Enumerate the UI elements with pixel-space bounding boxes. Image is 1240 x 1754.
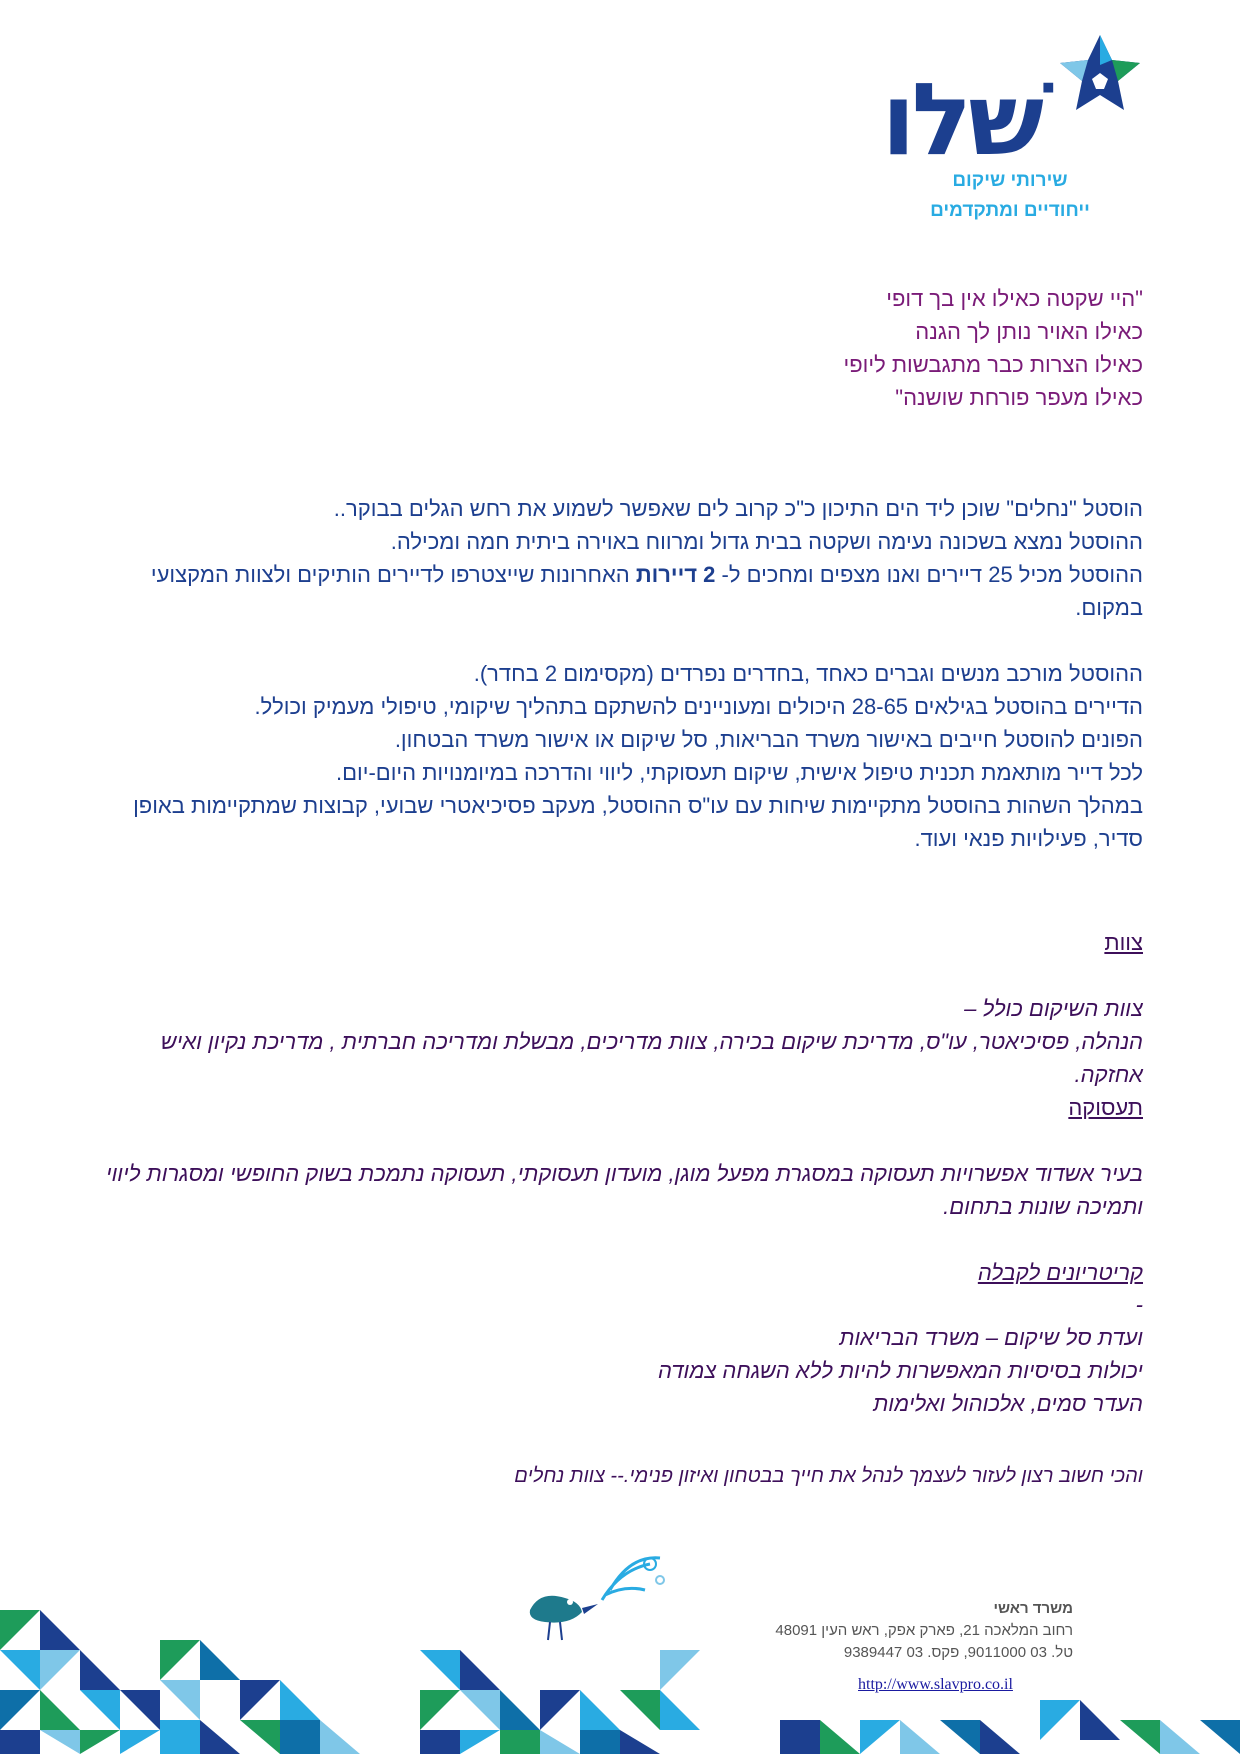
details-line: במהלך השהות בהוסטל מתקיימות שיחות עם עו"ס ההוסטל, מעקב פסיכיאטרי שבועי, קבוצות שמתקיימות באופן סדיר, פעילויות פנאי ועוד. [133, 793, 1143, 851]
star-logo-icon [1060, 35, 1140, 110]
intro-bold: 2 דיירות [635, 562, 716, 587]
motto: והכי חשוב רצון לעזור לעצמך לנהל את חייך בבטחון ואיזון פנימי.-- צוות נחלים [514, 1465, 1143, 1487]
details-line: לכל דייר מותאמת תכנית טיפול אישית, שיקום תעסוקתי, ליווי והדרכה במיומנויות היום-יום. [336, 760, 1143, 785]
details-paragraph [95, 657, 1143, 855]
intro-paragraph [95, 492, 1143, 624]
poem-line: כאילו מעפר פורחת שושנה" [895, 385, 1143, 410]
footer-office: משרד ראשי [993, 1600, 1073, 1617]
poem [543, 282, 1143, 414]
details-line: הדיירים בהוסטל בגילאים 28-65 היכולים ומעוניינים להשתקם בתהליך שיקומי, טיפולי מעמיק וכולל. [254, 694, 1143, 719]
criteria-item: יכולות בסיסיות המאפשרות להיות ללא השגחה צמודה [658, 1358, 1143, 1383]
poem-line: "היי שקטה כאילו אין בך דופי [886, 286, 1143, 311]
intro-line [95, 558, 1143, 624]
team-line: הנהלה, פסיכיאטר, עו"ס, מדריכת שיקום בכירה, צוות מדריכים, מבשלת ומדריכה חברתית , מדריכת נקיון ואיש אחזקה. [160, 1029, 1143, 1087]
criteria-item: ועדת סל שיקום – משרד הבריאות [839, 1325, 1143, 1350]
team-heading: צוות [1104, 930, 1143, 955]
website-link[interactable]: http://www.slavpro.co.il [858, 1676, 1013, 1693]
employment-text: בעיר אשדוד אפשרויות תעסוקה במסגרת מפעל מוגן, מועדון תעסוקתי, תעסוקה נתמכת בשוק החופשי ומסגרות ליווי ותמיכה שונות בתחום. [105, 1161, 1143, 1219]
poem-line: כאילו האויר נותן לך הגנה [915, 319, 1143, 344]
footer-phones: טל. 03 9011000, פקס. 03 9389447 [843, 1644, 1073, 1661]
details-line: הפונים להוסטל חייבים באישור משרד הבריאות, סל שיקום או אישור משרד הבטחון. [394, 727, 1143, 752]
logo-subtitle-1: שירותי שיקום [952, 170, 1068, 191]
logo-wordmark: שׁלו [881, 61, 1040, 178]
logo-subtitle-2: ייחודיים ומתקדמים [930, 200, 1090, 221]
bird-icon [510, 1550, 670, 1660]
footer-contact [698, 1598, 1073, 1664]
details-line: ההוסטל מורכב מנשים וגברים כאחד ,בחדרים נפרדים (מקסימום 2 בחדר). [473, 661, 1143, 686]
criteria-dash: - [1135, 1292, 1143, 1317]
logo [880, 30, 1140, 230]
team-line: צוות השיקום כולל – [964, 996, 1143, 1021]
criteria-item: העדר סמים, אלכוהול ואלימות [873, 1391, 1143, 1416]
team-text [95, 992, 1143, 1091]
intro-line: הוסטל "נחלים" שוכן ליד הים התיכון כ"כ קרוב לים שאפשר לשמוע את רחש הגלים בבוקר.. [333, 496, 1143, 521]
poem-line: כאילו הצרות כבר מתגבשות ליופי [843, 352, 1143, 377]
intro-line: ההוסטל נמצא בשכונה נעימה ושקטה בבית גדול ומרווח באוירה ביתית חמה ומכילה. [390, 529, 1143, 554]
footer-address: רחוב המלאכה 21, פארק אפק, ראש העין 48091 [775, 1622, 1073, 1639]
criteria-heading: קריטריונים לקבלה [977, 1260, 1143, 1285]
criteria-list [95, 1288, 1143, 1420]
intro-text: ההוסטל מכיל 25 דיירים ואנו מצפים ומחכים ל- [715, 562, 1143, 587]
employment-heading: תעסוקה [1068, 1095, 1143, 1120]
intro-text: האחרונות שייצטרפו לדיירים הותיקים ולצוות המקצועי במקום. [150, 562, 1143, 620]
